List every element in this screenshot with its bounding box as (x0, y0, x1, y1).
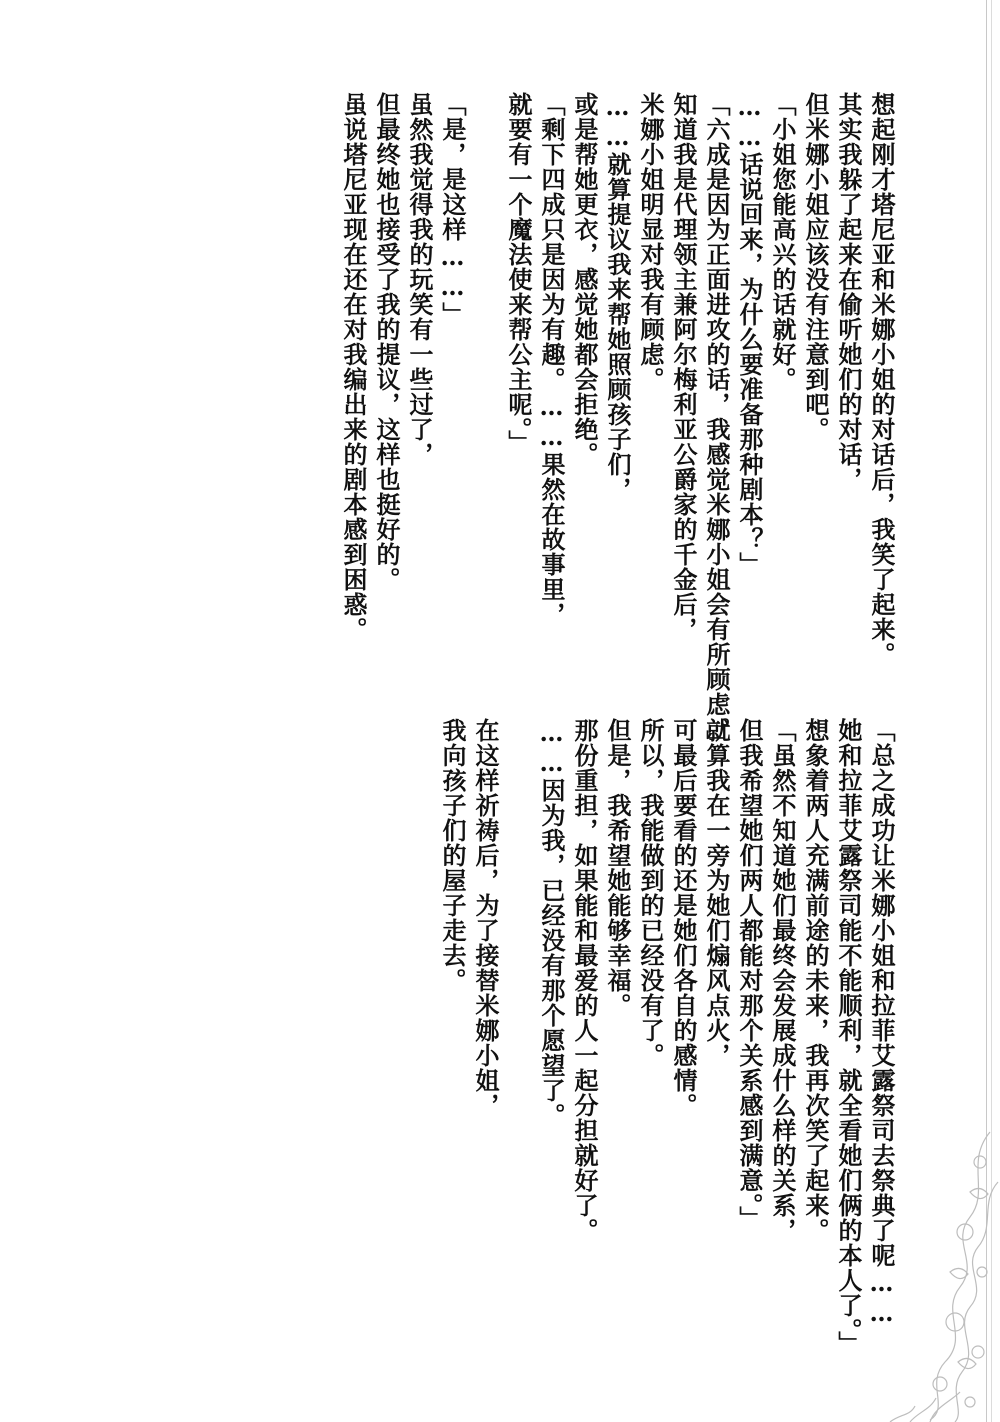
text-block-bottom (438, 718, 896, 1356)
text-line: 虽然我觉得我的玩笑有一些过了， (405, 92, 434, 467)
text-line: 但米娜小姐应该没有注意到吧。 (801, 92, 830, 442)
text-line: 「虽然不知道她们最终会发展成什么样的关系， (768, 718, 797, 1243)
text-line: 所以，我能做到的已经没有了。 (636, 718, 665, 1068)
text-line: 「小姐您能高兴的话就好。 (768, 92, 797, 392)
text-line: 「六成是因为正面进攻的话，我感觉米娜小姐会有所顾虑。」 (702, 92, 731, 755)
text-line: 那份重担，如果能和最爱的人一起分担就好了。 (570, 718, 599, 1243)
text-line: 其实我躲了起来在偷听她们的对话， (834, 92, 863, 492)
text-line: 想象着两人充满前途的未来，我再次笑了起来。 (801, 718, 830, 1243)
text-line: ……因为我，已经没有那个愿望了。 (537, 718, 566, 1128)
text-line: 「是，是这样……」 (438, 92, 467, 327)
text-line: 虽说塔尼亚现在还在对我编出来的剧本感到困惑。 (339, 92, 368, 642)
text-line: 但最终她也接受了我的提议，这样也挺好的。 (372, 92, 401, 592)
text-line: 她和拉菲艾露祭司能不能顺利，就全看她们俩的本人了。」 (834, 718, 863, 1356)
text-line: 在这样祈祷后，为了接替米娜小姐， (471, 718, 500, 1118)
floral-corner-ornament-icon (870, 1122, 1000, 1422)
text-line: 或是帮她更衣，感觉她都会拒绝。 (570, 92, 599, 467)
text-line: 就要有一个魔法使来帮公主呢。」 (504, 92, 533, 455)
text-line: 但是，我希望她能够幸福。 (603, 718, 632, 1018)
text-line: 米娜小姐明显对我有顾虑。 (636, 92, 665, 392)
text-block-top (339, 92, 896, 755)
text-line: 「剩下四成只是因为有趣。……果然在故事里， (537, 92, 566, 627)
text-line: 「总之成功让米娜小姐和拉菲艾露祭司去祭典了呢…… (867, 718, 896, 1328)
text-line: 就算我在一旁为她们煽风点火， (702, 718, 731, 1068)
text-line: 但我希望她们两人都能对那个关系感到满意。」 (735, 718, 764, 1231)
text-line: 知道我是代理领主兼阿尔梅利亚公爵家的千金后， (669, 92, 698, 642)
text-line: 可最后要看的还是她们各自的感情。 (669, 718, 698, 1118)
text-line: 我向孩子们的屋子走去。 (438, 718, 467, 993)
text-line: ……话说回来，为什么要准备那种剧本？」 (735, 92, 764, 577)
text-line: ……就算提议我来帮她照顾孩子们， (603, 92, 632, 502)
text-line: 想起刚才塔尼亚和米娜小姐的对话后，我笑了起来。 (867, 92, 896, 667)
